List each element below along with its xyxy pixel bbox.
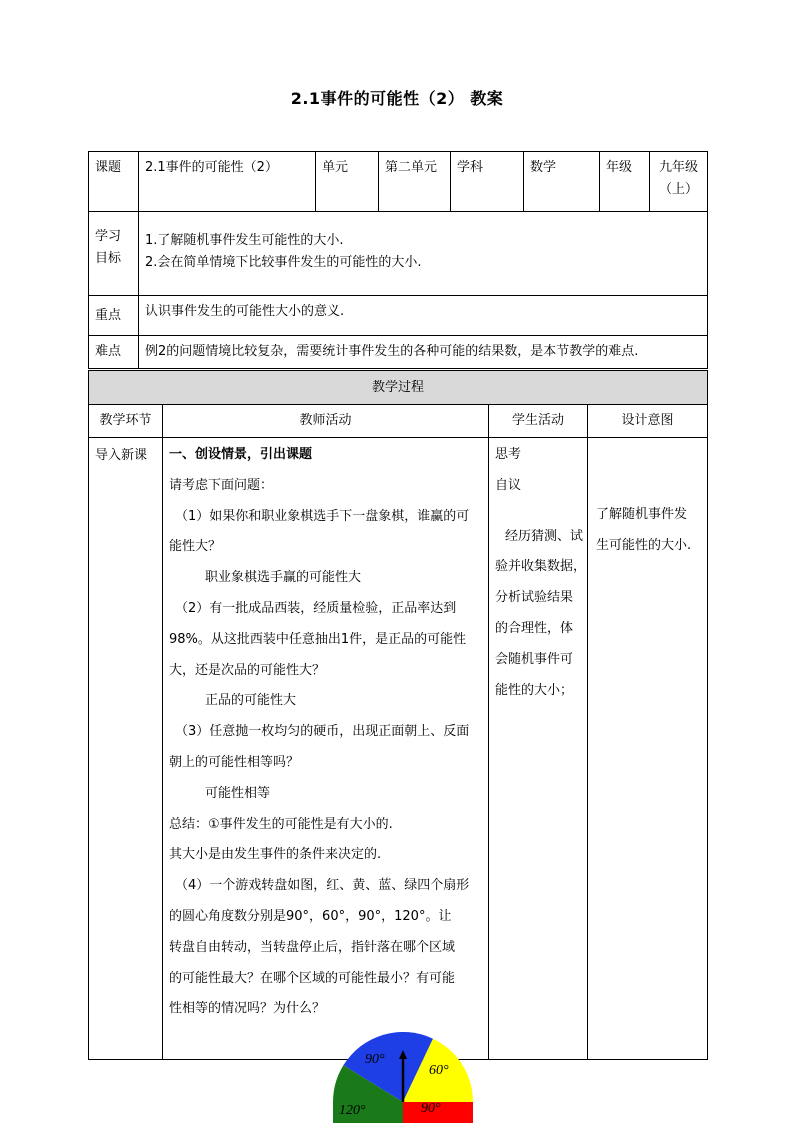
- design-intent: [588, 438, 708, 1060]
- teacher-line: 转盘自由转动，当转盘停止后，指针落在哪个区域: [169, 939, 456, 955]
- spinner-figure: [333, 1032, 473, 1123]
- teacher-line: 的圆心角度数分别是90°，60°，90°，120°。让: [169, 908, 452, 924]
- col-teacher-header: 教师活动: [163, 405, 489, 438]
- lesson-value: 2.1事件的可能性（2）: [139, 152, 316, 212]
- page-title: 2.1事件的可能性（2） 教案: [290, 89, 504, 108]
- student-line: 会随机事件可: [495, 651, 574, 667]
- student-line: 思考: [495, 447, 522, 462]
- process-section-header: 教学过程: [89, 371, 708, 405]
- key-label: 重点: [89, 296, 139, 336]
- difficulty-value: 例2的问题情境比较复杂，需要统计事件发生的各种可能的结果数，是本节教学的难点.: [139, 336, 708, 369]
- col-stage-header: 教学环节: [89, 405, 163, 438]
- spinner-label-green: 120°: [339, 1103, 366, 1118]
- difficulty-label: 难点: [89, 336, 139, 369]
- teacher-line: （4）一个游戏转盘如图，红、黄、蓝、绿四个扇形: [175, 878, 470, 894]
- teacher-line: （2）有一批成品西装，经质量检验，正品率达到: [175, 600, 457, 616]
- grade-label: 年级: [600, 152, 650, 212]
- col-student-header: 学生活动: [489, 405, 588, 438]
- spinner-label-yellow: 60°: [429, 1063, 449, 1078]
- teacher-line: 的可能性最大？在哪个区域的可能性最小？有可能: [169, 970, 456, 986]
- goals-cell: [139, 212, 708, 296]
- teacher-line: 能性大？: [169, 539, 222, 555]
- design-line: 生可能性的大小.: [596, 537, 692, 553]
- teacher-line: 正品的可能性大: [205, 693, 297, 709]
- teacher-line: 其大小是由发生事件的条件来决定的.: [169, 847, 382, 863]
- teacher-line: 职业象棋选手赢的可能性大: [205, 570, 362, 586]
- goal-item: 2.会在简单情境下比较事件发生的可能性的大小.: [145, 255, 422, 270]
- teacher-line: 大，还是次品的可能性大？: [169, 662, 326, 678]
- student-line: 分析试验结果: [495, 590, 574, 606]
- unit-value: 第二单元: [379, 152, 451, 212]
- goal-item: 1.了解随机事件发生可能性的大小.: [145, 233, 344, 248]
- teacher-line: 请考虑下面问题：: [169, 477, 274, 493]
- spinner-label-blue: 90°: [365, 1052, 385, 1067]
- teacher-line: （3）任意抛一枚均匀的硬币，出现正面朝上、反面: [175, 724, 470, 740]
- unit-label: 单元: [316, 152, 379, 212]
- subject-label: 学科: [451, 152, 524, 212]
- teacher-line: （1）如果你和职业象棋选手下一盘象棋，谁赢的可: [175, 508, 470, 524]
- spinner-label-red: 90°: [421, 1101, 441, 1116]
- teacher-line: 性相等的情况吗？为什么？: [169, 1001, 326, 1017]
- key-value: 认识事件发生的可能性大小的意义.: [139, 296, 708, 336]
- lesson-label: 课题: [89, 152, 139, 212]
- student-line: 的合理性，体: [495, 620, 574, 636]
- stage-cell: 导入新课: [89, 438, 163, 1060]
- student-line: 经历猜测、试: [505, 528, 584, 544]
- col-design-header: 设计意图: [588, 405, 708, 438]
- teacher-line: 98%。从这批西装中任意抽出1件，是正品的可能性: [169, 631, 467, 647]
- goals-label: 学习目标: [89, 212, 139, 296]
- teacher-line: 朝上的可能性相等吗？: [169, 754, 300, 770]
- info-table: [88, 151, 708, 369]
- student-activity: [489, 438, 588, 1060]
- grade-value: 九年级（上）: [650, 152, 708, 212]
- student-line: 自议: [495, 477, 522, 493]
- teacher-line: 可能性相等: [205, 785, 271, 801]
- teacher-line: 一、创设情景，引出课题: [169, 447, 313, 462]
- student-line: 验并收集数据，: [495, 559, 587, 575]
- process-table: [88, 370, 708, 1060]
- teacher-activity: [163, 438, 489, 1060]
- student-line: 能性的大小；: [495, 682, 574, 698]
- design-line: 了解随机事件发: [596, 507, 688, 522]
- spinner-svg: [333, 1032, 473, 1123]
- teacher-line: 总结：①事件发生的可能性是有大小的.: [169, 816, 393, 832]
- subject-value: 数学: [524, 152, 600, 212]
